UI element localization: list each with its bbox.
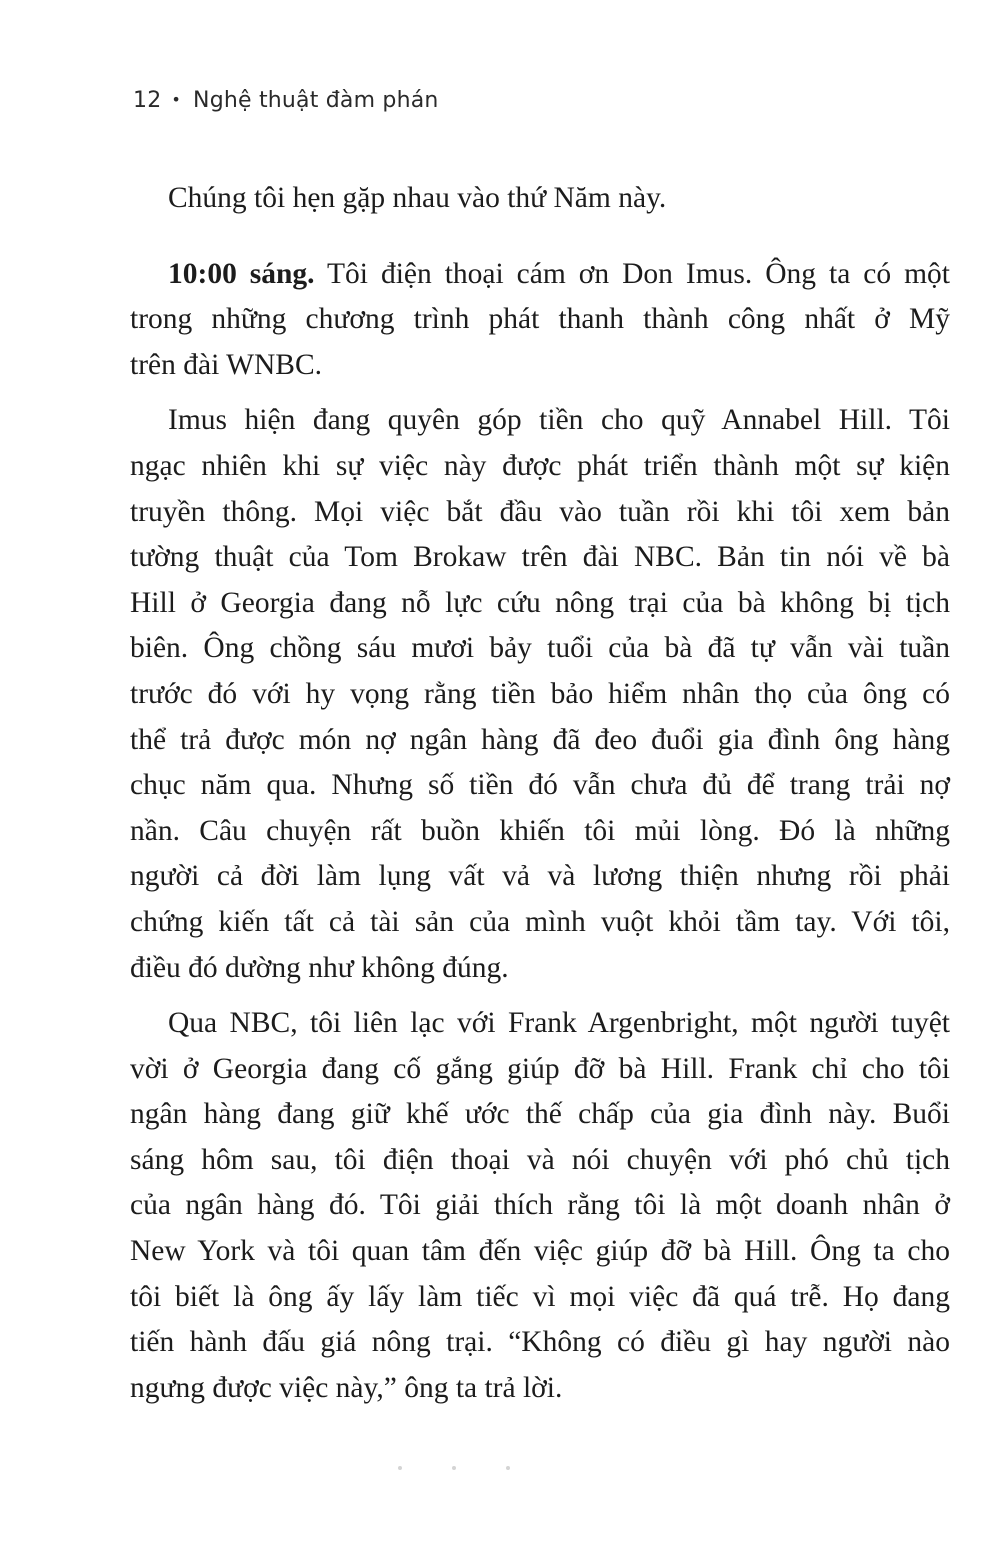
- paragraph-2: [130, 252, 950, 389]
- text-line: ngạc nhiên khi sự việc này được phát triển thành một sự kiện: [130, 449, 950, 482]
- scan-speck: [452, 1466, 456, 1470]
- paragraph-4: [130, 1001, 950, 1411]
- paragraph-1: [168, 176, 950, 222]
- text-line: truyền thông. Mọi việc bắt đầu vào tuần rồi khi tôi xem bản: [130, 495, 950, 528]
- text-line: sáng hôm sau, tôi điện thoại và nói chuyện với phó chủ tịch: [130, 1143, 950, 1176]
- header-separator: •: [171, 90, 182, 109]
- paragraph-3: [130, 398, 950, 991]
- text-line: trước đó với hy vọng rằng tiền bảo hiểm nhân thọ của ông có: [130, 677, 950, 710]
- text-line: Chúng tôi hẹn gặp nhau vào thứ Năm này.: [168, 182, 667, 214]
- text-line: tường thuật của Tom Brokaw trên đài NBC. Bản tin nói về bà: [130, 541, 950, 574]
- page-number: 12: [133, 88, 162, 113]
- running-header: [133, 88, 439, 113]
- text-line: tiến hành đấu giá nông trại. “Không có điều gì hay người nào: [130, 1326, 950, 1359]
- text-line: Hill ở Georgia đang nỗ lực cứu nông trại của bà không bị tịch: [130, 586, 950, 619]
- scan-speck: [398, 1466, 402, 1470]
- text-line: trên đài WNBC.: [130, 348, 322, 381]
- text-line: Qua NBC, tôi liên lạc với Frank Argenbright, một người tuyệt: [168, 1007, 950, 1040]
- text-line: thể trả được món nợ ngân hàng đã đeo đuổi gia đình ông hàng: [130, 723, 950, 756]
- text-line: chứng kiến tất cả tài sản của mình vuột khỏi tầm tay. Với tôi,: [130, 905, 950, 938]
- text-line: người cả đời làm lụng vất vả và lương thiện nhưng rồi phải: [130, 860, 950, 893]
- book-title: Nghệ thuật đàm phán: [193, 88, 439, 113]
- scan-speck: [506, 1466, 510, 1470]
- text-line: Imus hiện đang quyên góp tiền cho quỹ Annabel Hill. Tôi: [168, 404, 950, 437]
- text-line: biên. Ông chồng sáu mươi bảy tuổi của bà đã tự vẫn vài tuần: [130, 632, 950, 665]
- text-line: tôi biết là ông ấy lấy làm tiếc vì mọi việc đã quá trễ. Họ đang: [130, 1280, 950, 1313]
- text-line: của ngân hàng đó. Tôi giải thích rằng tôi là một doanh nhân ở: [130, 1189, 950, 1222]
- text-line: chục năm qua. Nhưng số tiền đó vẫn chưa đủ để trang trải nợ: [130, 769, 950, 802]
- text-line: trong những chương trình phát thanh thành công nhất ở Mỹ: [130, 303, 950, 336]
- text-line: vời ở Georgia đang cố gắng giúp đỡ bà Hill. Frank chỉ cho tôi: [130, 1052, 950, 1085]
- page-body: [130, 176, 950, 1411]
- time-label: 10:00 sáng.: [168, 257, 315, 290]
- text-line: ngân hàng đang giữ khế ước thế chấp của gia đình này. Buổi: [130, 1098, 950, 1131]
- text-line: ngưng được việc này,” ông ta trả lời.: [130, 1371, 563, 1404]
- text-line: 10:00 sáng. Tôi điện thoại cám ơn Don Imus. Ông ta có một: [168, 257, 950, 290]
- text-line: New York và tôi quan tâm đến việc giúp đỡ bà Hill. Ông ta cho: [130, 1235, 950, 1268]
- text-line: điều đó dường như không đúng.: [130, 951, 509, 984]
- text-line: nần. Câu chuyện rất buồn khiến tôi mủi lòng. Đó là những: [130, 814, 950, 847]
